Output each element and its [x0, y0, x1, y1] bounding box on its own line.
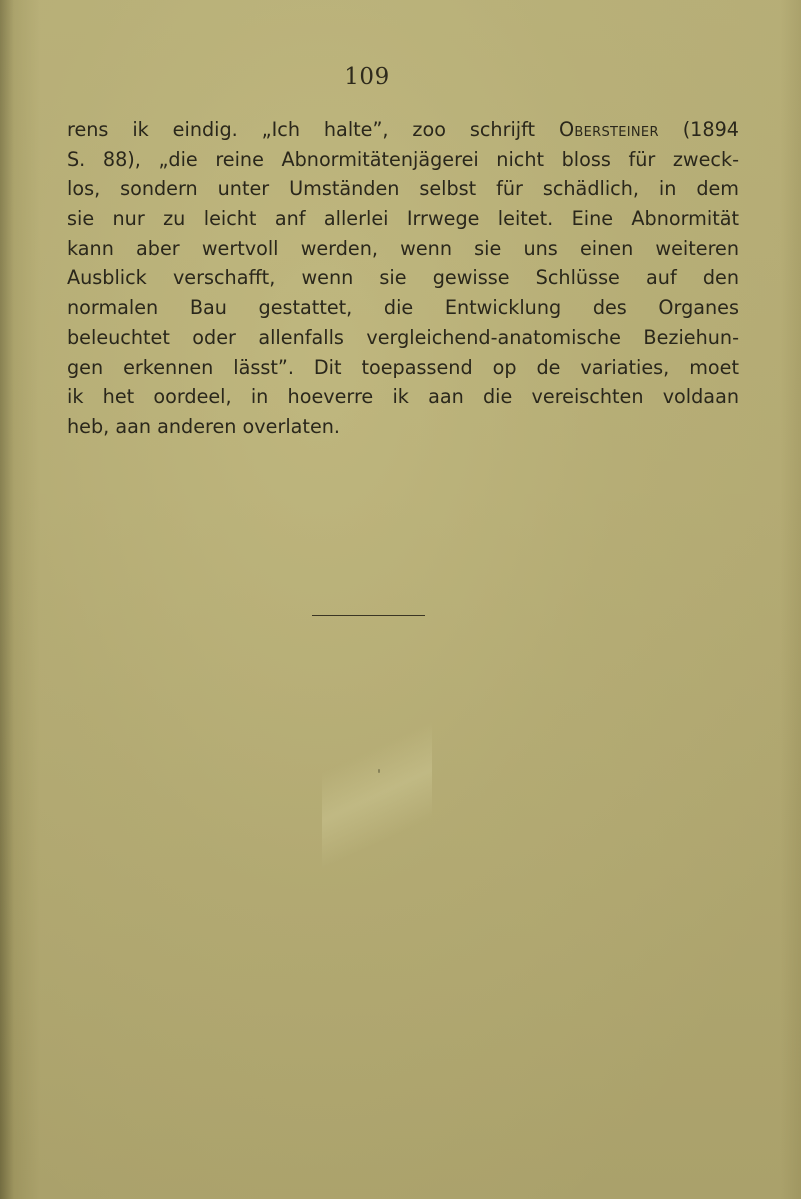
text-line-9: gen erkennen lässt”. Dit toepassend op de variaties, moet: [67, 355, 739, 379]
text-line-2: S. 88), „die reine Abnormitätenjägerei nicht bloss für zweck-: [67, 147, 739, 171]
section-divider-rule: [312, 615, 425, 616]
paper-smudge: [322, 700, 432, 890]
paper-speck: [378, 769, 380, 773]
text-line-5: kann aber wertvoll werden, wenn sie uns einen weiteren: [67, 236, 739, 260]
text-line-6: Ausblick verschafft, wenn sie gewisse Schlüsse auf den: [67, 266, 739, 290]
text-line-4: sie nur zu leicht anf allerlei Irrwege leitet. Eine Abnormität: [67, 207, 739, 231]
text-line-3: los, sondern unter Umständen selbst für schädlich, in dem: [67, 177, 739, 201]
author-name-smallcaps: Obersteiner: [559, 118, 659, 141]
page-number: 109: [344, 64, 390, 90]
text-segment: rens ik eindig. „Ich halte”, zoo schrijft: [67, 118, 559, 141]
body-paragraph: [67, 115, 739, 442]
text-segment: (1894: [658, 118, 740, 141]
text-line-7: normalen Bau gestattet, die Entwicklung des Organes: [67, 296, 739, 320]
text-line-10: ik het oordeel, in hoeverre ik aan die vereischten voldaan: [67, 385, 739, 409]
text-line-8: beleuchtet oder allenfalls vergleichend-anatomische Beziehun-: [67, 325, 739, 349]
text-line-1: [67, 115, 739, 145]
text-line-11: heb, aan anderen overlaten.: [67, 414, 341, 438]
